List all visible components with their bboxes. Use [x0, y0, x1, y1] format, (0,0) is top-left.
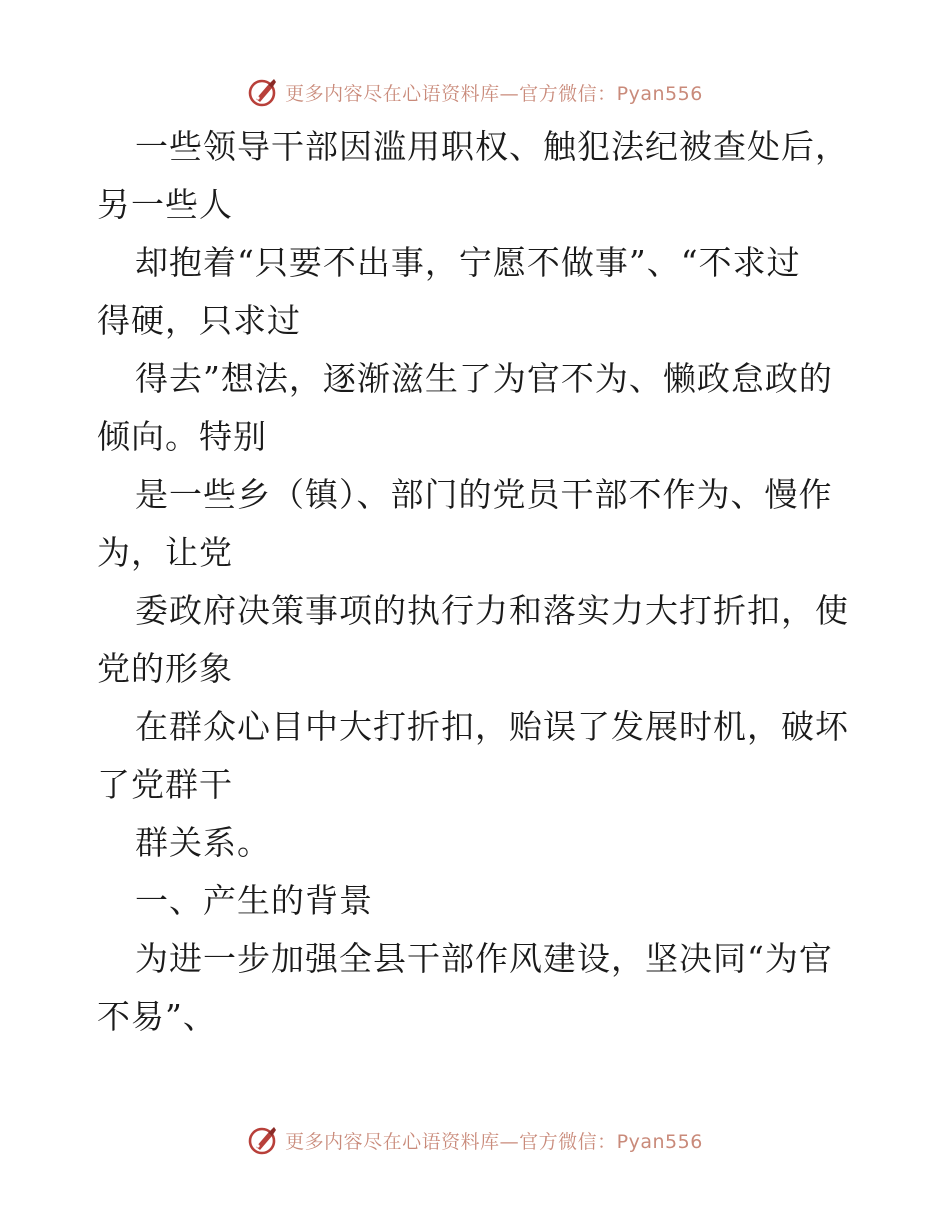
- section-heading: 一、产生的背景: [135, 881, 373, 920]
- body-line: 得去”想法，逐渐滋生了为官不为、懒政怠政的: [135, 359, 833, 398]
- document-body: [97, 118, 867, 1046]
- body-line: 为，让党: [97, 533, 233, 572]
- footer-banner-text: [285, 1127, 703, 1154]
- body-line: 为进一步加强全县干部作风建设，坚决同“为官: [135, 939, 833, 978]
- footer-banner-label: 更多内容尽在心语资料库—官方微信：: [285, 1130, 617, 1153]
- footer-watermark-banner: [0, 1120, 950, 1160]
- pen-logo-icon: [247, 1124, 279, 1156]
- body-line: 倾向。特别: [97, 417, 267, 456]
- body-line: 是一些乡（镇）、部门的党员干部不作为、慢作: [135, 475, 833, 514]
- header-wechat-id: Pyan556: [616, 82, 703, 105]
- header-watermark-banner: [0, 72, 950, 112]
- body-line: 委政府决策事项的执行力和落实力大打折扣，使: [135, 591, 849, 630]
- body-line: 群关系。: [135, 823, 271, 862]
- body-line: 不易”、: [97, 997, 217, 1036]
- body-line: 了党群干: [97, 765, 233, 804]
- header-banner-text: [285, 79, 703, 106]
- body-line: 得硬，只求过: [97, 301, 301, 340]
- body-line: 却抱着“只要不出事，宁愿不做事”、“不求过: [135, 243, 801, 282]
- footer-wechat-id: Pyan556: [616, 1130, 703, 1153]
- pen-logo-icon: [247, 76, 279, 108]
- body-line: 党的形象: [97, 649, 233, 688]
- body-line: 在群众心目中大打折扣，贻误了发展时机，破坏: [135, 707, 849, 746]
- header-banner-label: 更多内容尽在心语资料库—官方微信：: [285, 82, 617, 105]
- body-line: 另一些人: [97, 185, 233, 224]
- body-line: 一些领导干部因滥用职权、触犯法纪被查处后，: [135, 127, 849, 166]
